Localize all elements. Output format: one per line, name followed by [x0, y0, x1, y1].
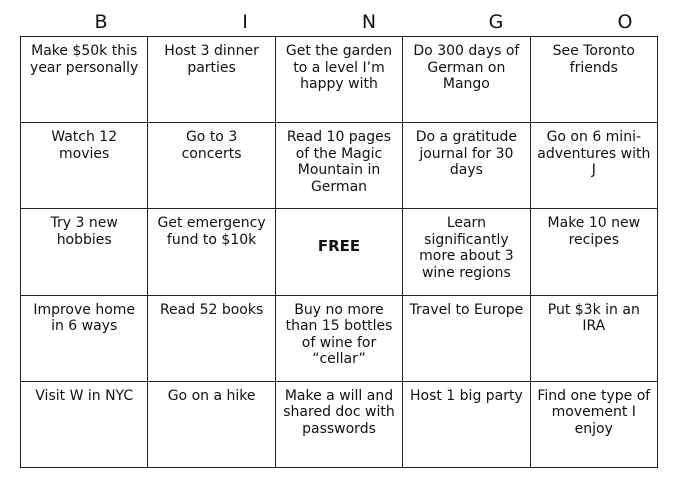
header-letter-n: N — [361, 11, 377, 33]
bingo-cell — [148, 209, 275, 295]
bingo-cell-text: Get emergency fund to $10k — [157, 215, 266, 248]
bingo-cell-text: Go on a hike — [167, 387, 256, 404]
bingo-cell-text: Do 300 days of German on Mango — [413, 43, 520, 92]
bingo-cell — [21, 209, 148, 295]
bingo-cell — [276, 296, 403, 382]
bingo-cell — [403, 296, 530, 382]
bingo-cell-text: Improve home in 6 ways — [33, 301, 136, 335]
bingo-cell-text: Go on 6 mini-adventures with J — [537, 129, 651, 179]
bingo-cell — [148, 296, 275, 382]
bingo-cell-text: Read 10 pages of the Magic Mountain in German — [286, 129, 392, 195]
bingo-cell — [403, 123, 530, 209]
bingo-cell-text: Find one type of movement I enjoy — [537, 387, 651, 437]
bingo-cell — [531, 123, 658, 209]
bingo-cell — [148, 37, 275, 123]
bingo-cell — [276, 382, 403, 468]
bingo-cell — [403, 37, 530, 123]
bingo-cell — [21, 382, 148, 468]
header-letter-b: B — [94, 11, 108, 33]
free-space-cell — [276, 209, 403, 295]
free-space-label: FREE — [317, 236, 361, 255]
bingo-cell — [531, 382, 658, 468]
bingo-cell-text: See Toronto friends — [552, 43, 635, 76]
bingo-cell — [148, 382, 275, 468]
bingo-cell-text: Do a gratitude journal for 30 days — [415, 129, 518, 179]
bingo-board — [20, 36, 658, 468]
bingo-cell-text: Go to 3 concerts — [181, 129, 242, 162]
header-letter-i: I — [242, 11, 248, 33]
bingo-cell — [21, 37, 148, 123]
bingo-cell-text: Try 3 new hobbies — [50, 215, 118, 248]
bingo-cell — [531, 296, 658, 382]
bingo-cell-text: Make 10 new recipes — [547, 215, 641, 248]
bingo-cell — [403, 209, 530, 295]
bingo-cell — [21, 296, 148, 382]
bingo-cell-text: Buy no more than 15 bottles of wine for “cellar” — [285, 301, 393, 368]
bingo-cell — [276, 123, 403, 209]
bingo-cell-text: Get the garden to a level I’m happy with — [285, 43, 393, 92]
bingo-cell — [403, 382, 530, 468]
bingo-cell-text: Visit W in NYC — [35, 387, 134, 404]
bingo-cell-text: Make $50k this year personally — [30, 43, 139, 76]
bingo-cell-text: Travel to Europe — [409, 301, 524, 318]
header-letter-o: O — [617, 11, 633, 33]
bingo-cell-text: Learn significantly more about 3 wine regions — [419, 215, 514, 281]
bingo-cell — [21, 123, 148, 209]
bingo-cell-text: Host 1 big party — [409, 387, 523, 404]
bingo-cell-text: Make a will and shared doc with passwords — [283, 387, 395, 437]
bingo-cell — [148, 123, 275, 209]
bingo-cell-text: Put $3k in an IRA — [547, 301, 640, 335]
bingo-cell-text: Watch 12 movies — [51, 129, 118, 162]
bingo-cell-text: Host 3 dinner parties — [164, 43, 259, 76]
bingo-cell-text: Read 52 books — [159, 301, 264, 318]
bingo-cell — [531, 37, 658, 123]
header-letter-g: G — [488, 11, 504, 33]
bingo-cell — [531, 209, 658, 295]
bingo-cell — [276, 37, 403, 123]
